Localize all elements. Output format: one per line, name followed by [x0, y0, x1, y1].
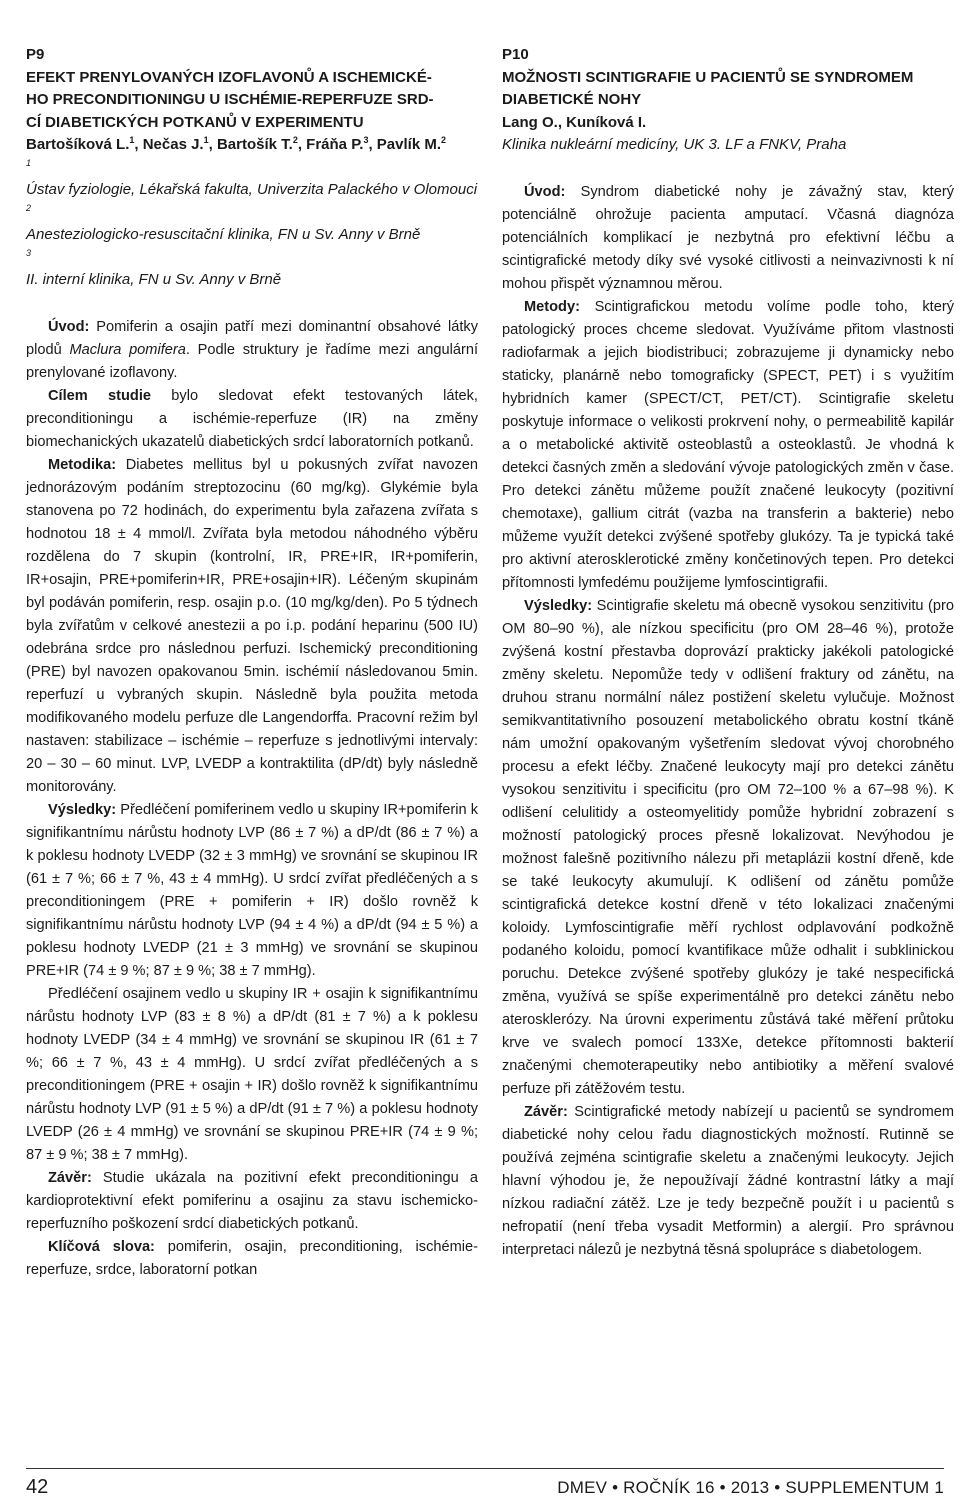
paragraph-methods: Metodika: Diabetes mellitus byl u pokusných zvířat navozen jednorázovým podáním streptozocinu (60 mg/kg). Glykémie byla stanovena po 72 hodinách, do experimentu byla zařazena zvířata s hodnotou 18 ± 4 mmol/l. Zvířata byla metodou náhodného výběru rozdělena do 7 skupin (kontrolní, IR, PRE+IR, IR+pomiferin, IR+osajin, PRE+pomiferin+IR, PRE+osajin+IR). Léčeným skupinám byl podáván pomiferin, resp. osajin p.o. (10 mg/kg/den). Po 5 týdnech byla zvířatům v celkové anestezii a po i.p. podání heparinu (500 IU) odebrána srdce pro následnou perfuzi. Ischemický preconditioning (PRE) byl navozen opakovanou 5min. ischémií následovanou 5min. reperfuzí u vybraných skupin. Následně byla použita metoda modifikovaného modelu perfuze dle Langendorffa. Pracovní režim byl nastaven: stabilizace – ischémie – reperfuze s jednotlivými intervaly: 20 – 30 – 60 minut. LVP, LVEDP a kontraktilita (dP/dt) byly následně monitorovány.: [26, 456, 478, 795]
journal-info: DMEV • ROČNÍK 16 • 2013 • SUPPLEMENTUM 1: [557, 1478, 944, 1497]
paragraph-results: Výsledky: Předléčení pomiferinem vedlo u skupiny IR+pomiferin k signifikantnímu nárůstu hodnoty LVP (86 ± 7 %) a dP/dt (86 ± 7 %) a k poklesu hodnoty LVEDP (32 ± 3 mmHg) ve srovnání se skupinou IR (61 ± 7 %; 66 ± 7 %, 43 ± 4 mmHg). U srdcí zvířat předléčených a s preconditioningem (PRE + pomiferin + IR) došlo rovněž k signifikantnímu nárůstu hodnoty LVP (94 ± 4 %) a dP/dt (94 ± 5 %) a poklesu hodnoty LVEDP (21 ± 3 mmHg) ve srovnání se skupinou PRE+IR (74 ± 9 %; 87 ± 9 %; 38 ± 7 mmHg).: [26, 801, 478, 979]
affiliation-1: $^1$ Ústav fyziologie, Lékařská fakulta, Univerzita Palackého v Olomouci: [26, 157, 478, 198]
author-list: Lang O., Kuníková I.: [502, 113, 647, 131]
affiliation: Klinika nukleární medicíny, UK 3. LF a FNKV, Praha: [502, 136, 847, 153]
footer-divider: [26, 1468, 944, 1469]
affiliation-3: $^3$ II. interní klinika, FN u Sv. Anny v Brně: [26, 247, 282, 288]
abstract-title: EFEKT PRENYLOVANÝCH IZOFLAVONŮ A ISCHEMICKÉ- HO PRECONDITIONINGU U ISCHÉMIE-REPERFUZE SRD- CÍ DIABETICKÝCH POTKANŮ V EXPERIMENTU: [26, 68, 434, 131]
paragraph-intro: Úvod: Pomiferin a osajin patří mezi dominantní obsahové látky plodů Maclura pomifera. Podle struktury je řadíme mezi angulární prenylované izoflavony.: [26, 318, 478, 381]
paragraph-results-osajin: Předléčení osajinem vedlo u skupiny IR + osajin k signifikantnímu nárůstu hodnoty LVP (83 ± 8 %) a dP/dt (81 ± 7 %) a k poklesu hodnoty LVEDP (34 ± 4 mmHg) ve srovnání se skupinou IR (61 ± 7 %; 66 ± 7 %, 43 ± 4 mmHg). U srdcí zvířat předléčených a s preconditioningem (PRE + osajin + IR) došlo rovněž k signifikantnímu nárůstu hodnoty LVP (91 ± 5 %) a dP/dt (91 ± 7 %) a poklesu hodnoty LVEDP (26 ± 4 mmHg) ve srovnání se skupinou PRE+IR (74 ± 9 %; 87 ± 9 %; 38 ± 7 mmHg).: [26, 985, 478, 1163]
affiliation-list: [26, 157, 478, 292]
abstract-title: MOŽNOSTI SCINTIGRAFIE U PACIENTŮ SE SYNDROMEM DIABETICKÉ NOHY: [502, 68, 914, 108]
paragraph-results: Výsledky: Scintigrafie skeletu má obecně vysokou senzitivitu (pro OM 80–90 %), ale nízkou specificitu (pro OM 28–46 %), protože zvýšená kostní přestavba doprovází prakticky jakékoli patologické změny skeletu. Nepomůže tedy v odlišení fraktury od zánětu, na druhou stranu normální nález postižení skeletu vylučuje. Možnost semikvantitativního posouzení metabolického obratu kostní tkáně nám umožní opakovaným vyšetřením sledovat vývoj chorobného procesu a efekt léčby. Značené leukocyty mají pro detekci zánětu vysokou senzitivitu i specificitu (pro OM 72–100 % a 67–98 %). K odlišení celulitidy a osteomyelitidy pomůže hybridní zobrazení s možností patologický proces přesně lokalizovat. Nevýhodou je možnost falešně pozitivního nálezu při metaplázii kostní dřeně, kde se také leukocyty akumulují. K odlišení od zánětu pomůže scintigrafická detekce kostní dřeně v této lokalizaci značenými koloidy. Lymfoscintigrafie měří rychlost odplavování podkožně podaného koloidu, pomocí kvantifikace může odhalit i subklinickou poruchu. Detekce zvýšené spotřeby glukózy je také nespecifická změna, využívá se spíše experimentálně pro detekci zánětu nebo aterosklerózy. Na úrovni experimentu zůstává také měření průtoku krve ve svalech pomocí 133Xe, detekce přítomnosti bakterií značenými chemoterapeutiky nebo antibiotiky a měření svalové perfuze při zátěžovém testu.: [502, 597, 954, 1097]
abstract-id: P10: [502, 46, 529, 63]
paragraph-keywords: Klíčová slova: pomiferin, osajin, preconditioning, ischémie-reperfuze, srdce, laboratorní potkan: [26, 1238, 478, 1278]
paragraph-conclusion: Závěr: Studie ukázala na pozitivní efekt preconditioningu a kardioprotektivní efekt pomiferinu a osajinu za stavu ischemicko-reperfuzního poškození srdcí diabetických potkanů.: [26, 1169, 478, 1232]
abstract-id: P9: [26, 46, 45, 63]
paragraph-aim: Cílem studie bylo sledovat efekt testovaných látek, preconditioningu a ischémie-reperfuze (IR) na změny biomechanických ukazatelů diabetických srdcí laboratorních potkanů.: [26, 387, 478, 450]
affiliation-2: $^2$ Anesteziologicko-resuscitační klinika, FN u Sv. Anny v Brně: [26, 202, 421, 243]
paragraph-methods: Metody: Scintigrafickou metodu volíme podle toho, který patologický proces chceme sledovat. Využíváme přitom vlastnosti radiofarmak a jejich biodistribuci; zobrazujeme ji dynamicky nebo staticky, planárně nebo tomograficky (SPECT, PET) i s využitím hybridních kamer (SPECT/CT, PET/CT). Scintigrafie skeletu poskytuje informace o velikosti prokrvení nohy, o permeabilitě kapilár a o metabolické aktivitě osteoblastů a osteoklastů. Je vhodná k detekci časných změn a sledování vývoje patologických změn v čase. Pro detekci zánětu můžeme použít značené leukocyty (pozitivní chemotaxe), gallium citrát (vazba na transferin a bakterie) nebo můžeme využít detekci zvýšené spotřeby glukózy. Ta je typická také pro aktivní aterosklerotické změny končetinových tepen. Pro detekci přítomnosti lymfedému použijeme lymfoscintigrafii.: [502, 298, 954, 591]
abstract-p10: [502, 44, 954, 1262]
paragraph-intro: Úvod: Syndrom diabetické nohy je závažný stav, který potenciálně ohrožuje pacienta amputací. Včasná diagnóza potenciálních komplikací je nezbytná pro efektivní léčbu a scintigrafické metody díky své vysoké citlivosti a neinvazivnosti k ní mohou přispět významnou měrou.: [502, 183, 954, 292]
abstract-p9: [26, 44, 478, 1282]
page-number: 42: [26, 1476, 49, 1498]
paragraph-conclusion: Závěr: Scintigrafické metody nabízejí u pacientů se syndromem diabetické nohy celou řadu diagnostických možností. Rutinně se používá zejména scintigrafie skeletu a značenými leukocyty. Jejich hlavní výhodou je, že nepoužívají žádné kontrastní látky a mají nízkou radiační zátěž. Lze je tedy bezpečně použít i u pacientů s nefropatií (není třeba vysadit Metformin) a alergií. Pro správnou interpretaci nálezů je nezbytná těsná spolupráce s diabetologem.: [502, 1103, 954, 1258]
author-list: Bartošíková L.$^1$, Nečas J.$^1$, Bartošík T.$^2$, Fráňa P.$^3$, Pavlík M.$^2$: [26, 135, 447, 153]
